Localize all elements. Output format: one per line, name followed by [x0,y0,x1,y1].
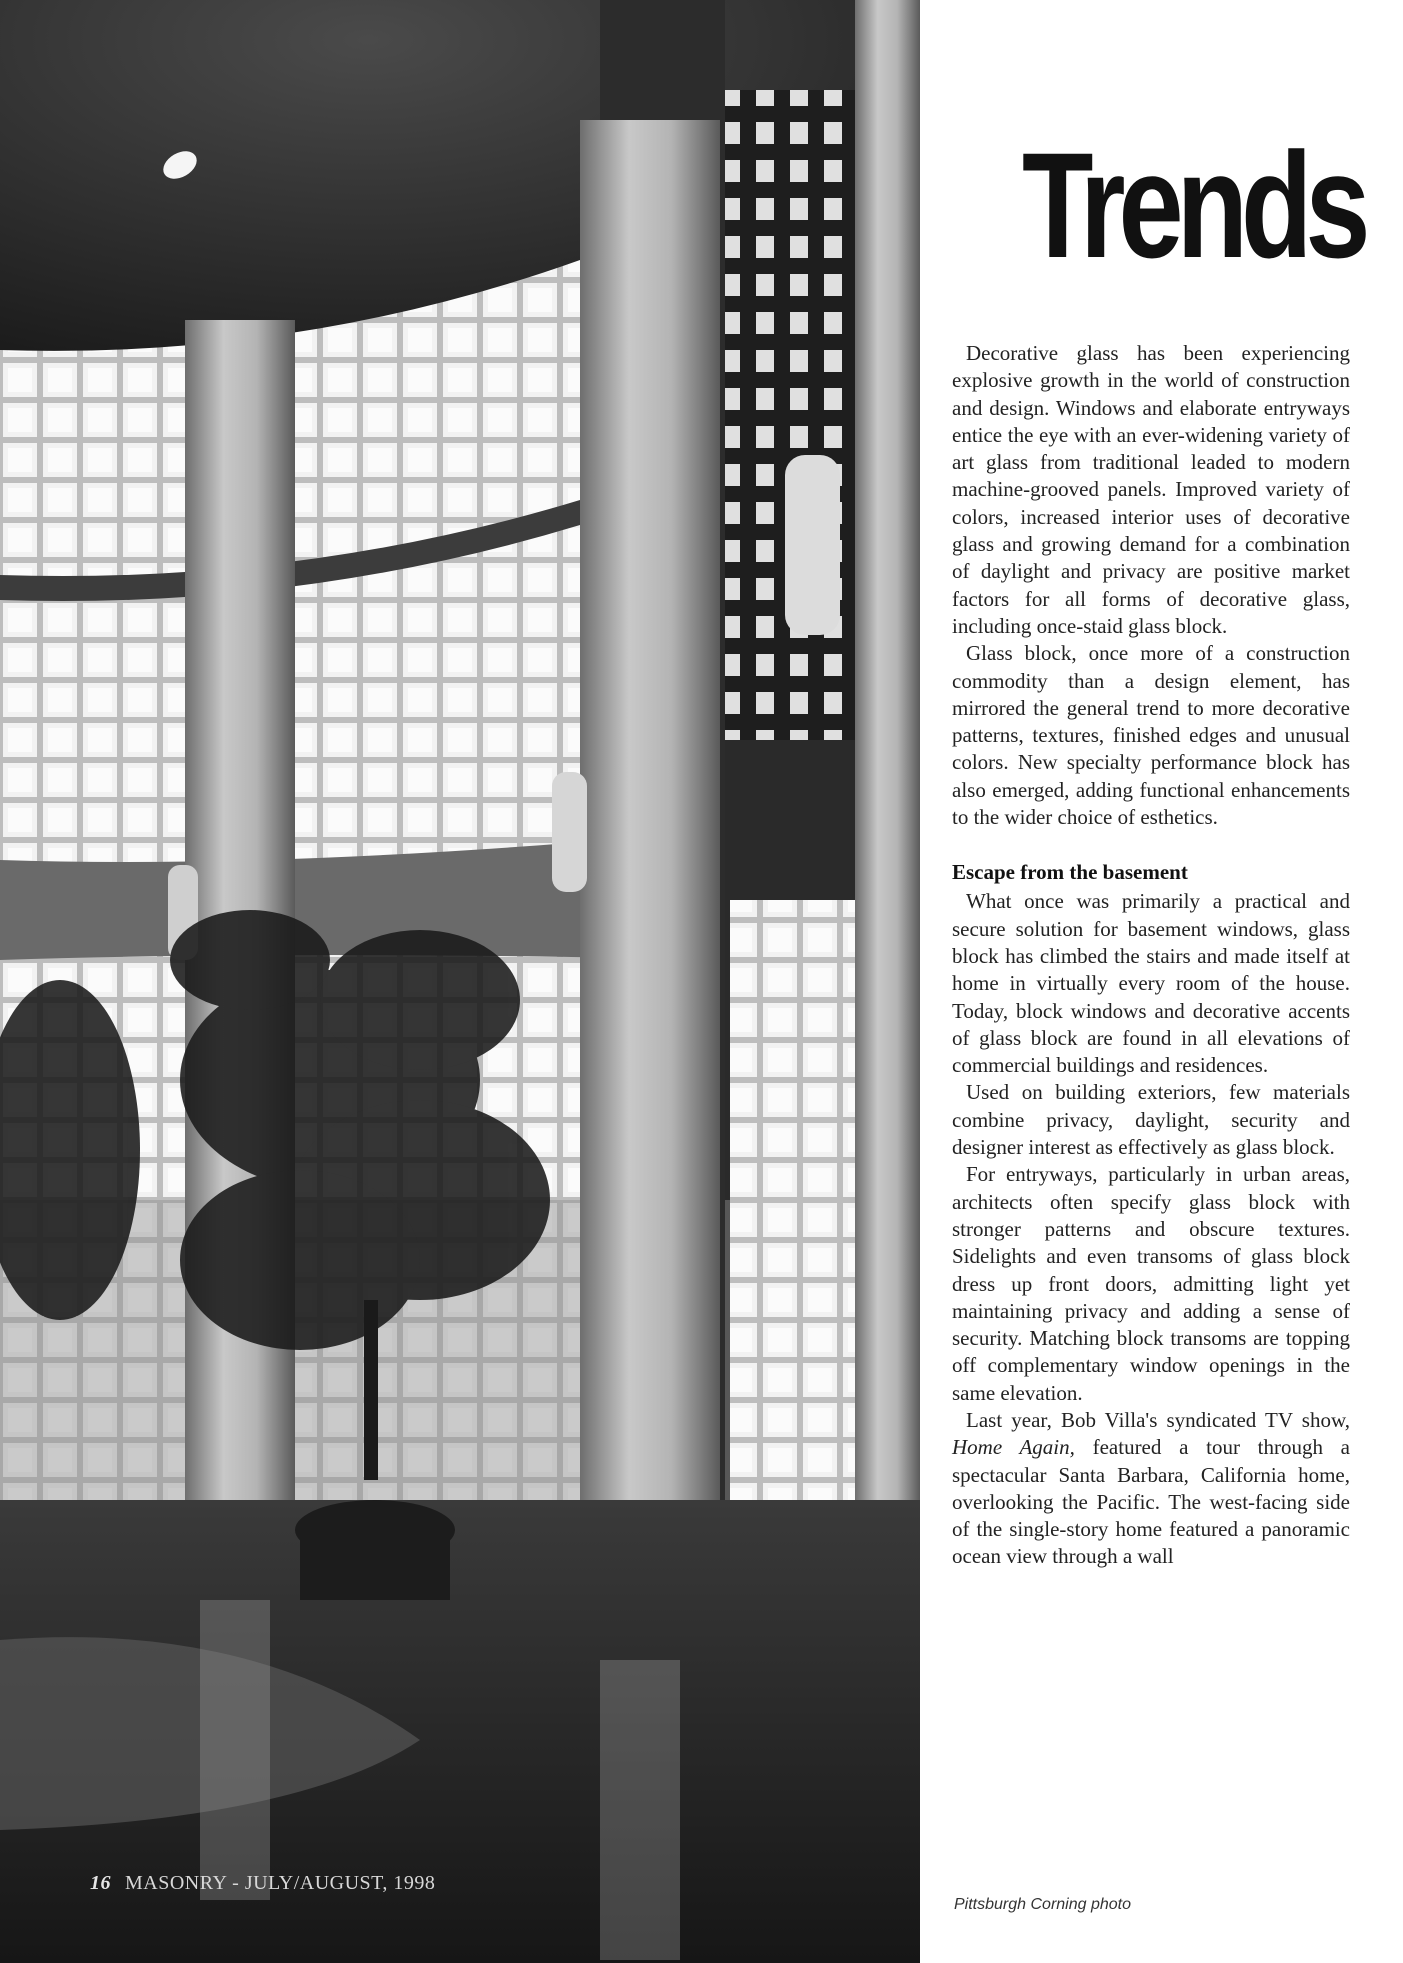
publication-info: MASONRY - JULY/AUGUST, 1998 [125,1872,436,1894]
paragraph: What once was primarily a practical and secure solution for basement windows, glass block has climbed the stairs and made itself at home in virtually every room of the house. Today, block windows and decorative accents of glass block are found in all elevations of commercial buildings and residences. [952,889,1350,1078]
paragraph-text: Last year, Bob Villa's syndicated TV show, [966,1407,1350,1432]
page-number: 16 [90,1872,111,1894]
photo-credit: Pittsburgh Corning photo [954,1896,1131,1913]
show-title: Home Again, [952,1435,1075,1460]
paragraph: Used on building exteriors, few materials combine privacy, daylight, security and designer interest as effectively as glass block. [952,1080,1350,1160]
paragraph: For entryways, particularly in urban areas, architects often specify glass block with stronger patterns and obscure textures. Sidelights and even transoms of glass block dress up front doors, admitting light yet maintaining privacy and adding a sense of security. Matching block transoms are topping off complementary window openings in the same elevation. [952,1162,1350,1405]
paragraph [952,1407,1350,1571]
page-footer-folio [90,1872,435,1895]
paragraph: Decorative glass has been experiencing explosive growth in the world of construction and design. Windows and elaborate entryways entice the eye with an ever-widening variety of art glass from traditional leaded to modern machine-grooved panels. Improved variety of colors, increased interior uses of decorative glass and growing demand for a combination of daylight and privacy are positive market factors for all forms of decorative glass, including once-staid glass block. [952,341,1350,638]
paragraph: Glass block, once more of a construction commodity than a design element, has mirrored the general trend to more decorative patterns, textures, finished edges and unusual colors. New specialty performance block has also emerged, adding functional enhancements to the wider choice of esthetics. [952,641,1350,830]
paragraph-text: featured a tour through a spectacular Santa Barbara, California home, overlooking the Pacific. The west-facing side of the single-story home featured a panoramic ocean view through a wall [952,1435,1350,1569]
article-body [952,340,1350,1571]
article-title: Trends [1022,121,1364,289]
section-heading: Escape from the basement [952,860,1188,885]
